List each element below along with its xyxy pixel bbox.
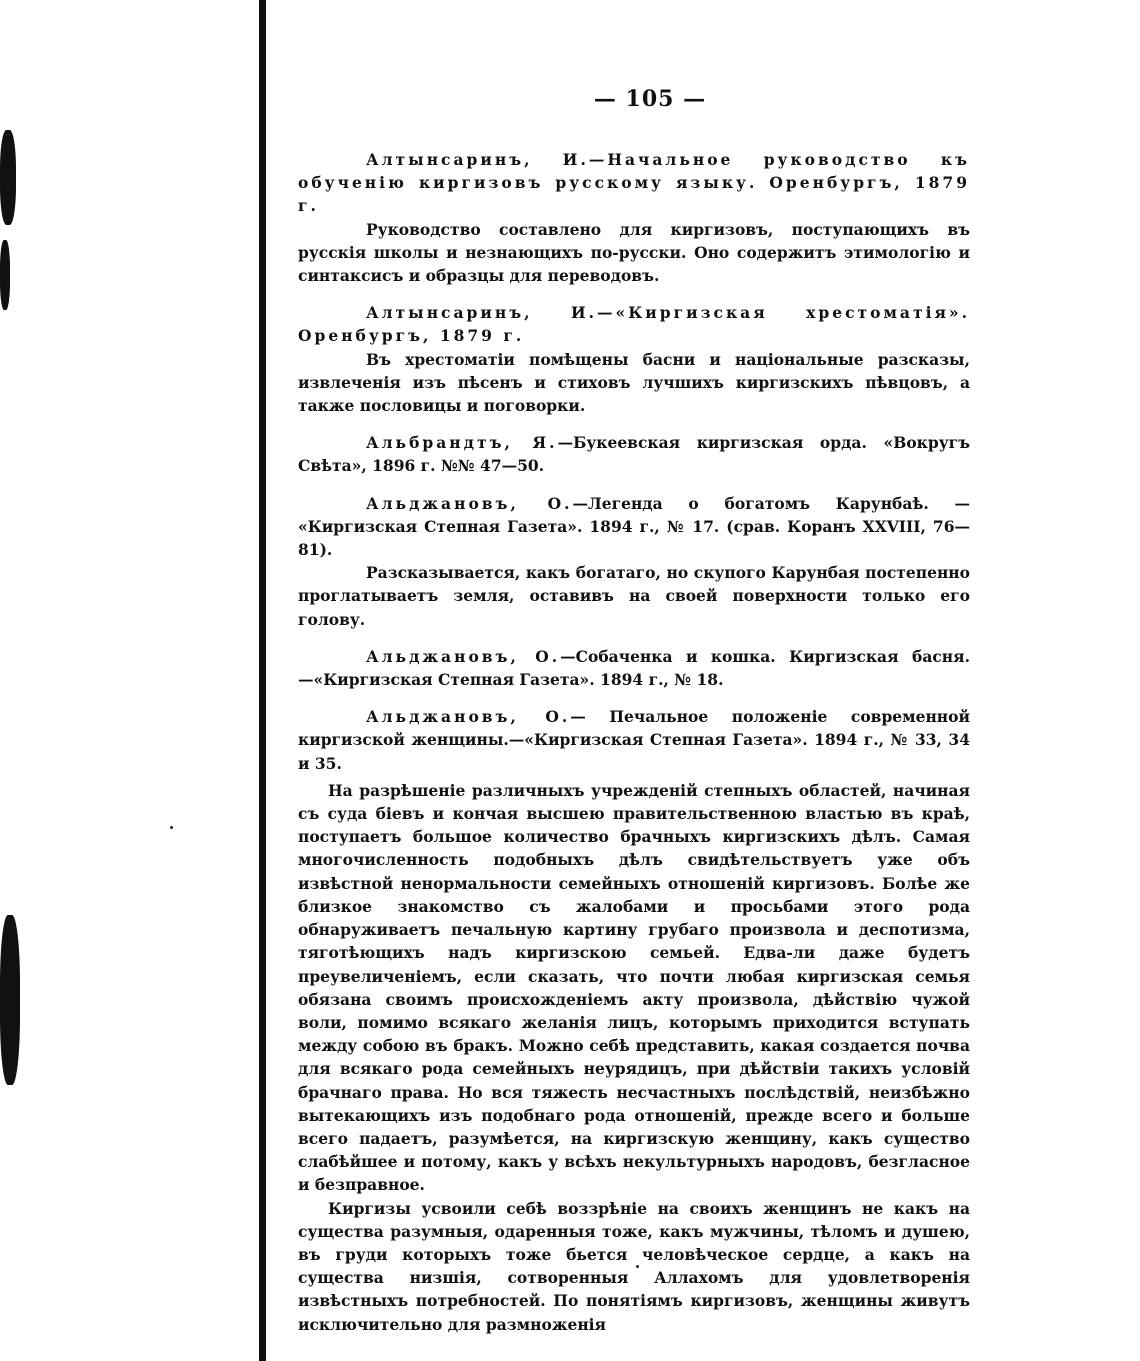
entry-description: Въ хрестоматіи помѣщены басни и національные разсказы, извлеченія изъ пѣсенъ и стиховъ лучшихъ киргизскихъ пѣвцовъ, а также пословицы и поговорки. (298, 349, 970, 416)
margin-ink-mark (0, 240, 10, 310)
body-paragraph: Киргизы усвоили себѣ воззрѣніе на своихъ женщинъ не какъ на существа разумныя, одаренныя тоже, какъ мужчины, тѣломъ и душею, въ груди которыхъ тоже бьется человѣческое сердце, а какъ на существа низшія, сотворенныя Аллахомъ для удовлетворенія извѣстныхъ потребностей. По понятіямъ киргизовъ, женщины живутъ исключительно для размноженія (298, 1198, 970, 1334)
entry-title: —Собаченка и кошка. Киргизская басня.—«Киргизская Степная Газета». 1894 г., № 18. (298, 646, 970, 690)
page-number: — 105 — (593, 86, 707, 112)
entry-heading (298, 148, 970, 218)
bibliography-entry (298, 492, 970, 631)
entry-author: Альбрандтъ, Я. (366, 433, 558, 453)
margin-ink-mark (0, 915, 20, 1085)
entry-title: —«Киргизская хрестоматія». Оренбургъ, 1879 г. (298, 303, 970, 346)
entry-heading (298, 705, 970, 775)
bibliography-entry (298, 645, 970, 691)
bibliography-entry (298, 431, 970, 477)
entry-title: —Легенда о богатомъ Карунбаѣ. — «Киргизская Степная Газета». 1894 г., № 17. (срав. Коранъ XXVIII, 76—81). (298, 493, 970, 560)
entry-heading (298, 431, 970, 477)
bibliography-entry (298, 301, 970, 417)
entry-heading (298, 645, 970, 691)
bibliography-entry (298, 148, 970, 287)
entry-title: —Букеевская киргизская орда. «Вокругъ Свѣта», 1896 г. №№ 47—50. (298, 433, 971, 476)
page-content (298, 148, 970, 1336)
entry-title: —Начальное руководство къ обученію киргизовъ русскому языку. Оренбургъ, 1879 г. (298, 150, 970, 216)
entry-author: Альджановъ, О. (366, 493, 573, 513)
entry-heading (298, 492, 970, 562)
body-paragraph: На разрѣшеніе различныхъ учрежденій степныхъ областей, начиная съ суда біевъ и кончая высшею правительственною властью въ краѣ, поступаетъ большое количество брачныхъ киргизскихъ дѣлъ. Самая многочисленность подобныхъ дѣлъ свидѣтельствуетъ уже объ извѣстной ненормальности семейныхъ отношеній киргизовъ. Болѣе же близкое знакомство съ жалобами и просьбами этого рода обнаруживаетъ печальную картину грубаго произвола и деспотизма, тяготѣющихъ надъ киргизскою семьей. Едва-ли даже будетъ преувеличеніемъ, если сказать, что почти любая киргизская семья обязана своимъ происхожденіемъ акту произвола, дѣйствію чужой воли, помимо всякаго желанія лицъ, которымъ приходится вступать между собою въ бракъ. Можно себѣ представить, какая создается почва для всякаго рода семейныхъ неурядицъ, при дѣйствіи такихъ условій брачнаго права. Но вся тяжесть несчастныхъ послѣдствій, неизбѣжно вытекающихъ изъ подобнаго рода отношеній, прежде всего и больше всего падаетъ, разумѣется, на киргизскую женщину, какъ существо слабѣйшее и потому, какъ у всѣхъ некультурныхъ народовъ, безгласное и безправное. (298, 780, 970, 1195)
entry-title: — Печальное положеніе современной киргизской женщины.—«Киргизская Степная Газета». 1894 г., № 33, 34 и 35. (298, 707, 970, 773)
bibliography-entry (298, 705, 970, 775)
entry-author: Альджановъ, О. (366, 646, 561, 666)
entry-author: Альджановъ, О. (366, 707, 571, 727)
entry-author: Алтынсаринъ, И. (366, 303, 598, 323)
entry-author: Алтынсаринъ, И. (366, 150, 589, 169)
entry-description: Руководство составлено для киргизовъ, поступающихъ въ русскія школы и незнающихъ по-русски. Оно содержитъ этимологію и синтаксисъ и образцы для переводовъ. (298, 219, 970, 286)
entry-description: Разсказывается, какъ богатаго, но скупого Карунбая постепенно проглатываетъ земля, оставивъ на своей поверхности только его голову. (298, 563, 970, 629)
margin-ink-mark (0, 130, 16, 225)
entry-heading (298, 301, 970, 347)
scan-speck (170, 826, 173, 829)
binding-gutter-line (259, 0, 266, 1361)
